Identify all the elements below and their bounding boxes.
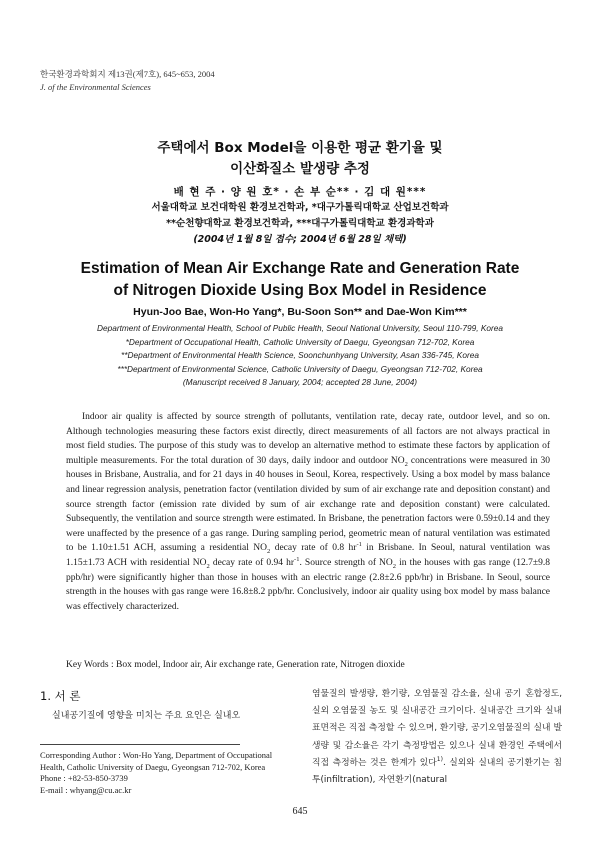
keywords: Key Words : Box model, Indoor air, Air exchange rate, Generation rate, Nitrogen dioxide [66,660,405,670]
abstract-part-1: Indoor air quality is affected by source strength of pollutants, ventilation rate, decay rate, outdoor level, and so on. Although technologies measuring these factors exist directly, direct measurements of all factors are not always practical in most field studies. The purpose of this study was to develop an alternative method to estimate these factors by application of multiple measurements. For the total duration of 30 days, daily indoor and outdoor NO [66,412,550,466]
english-affiliations [0,322,600,390]
journal-line-kr: 한국환경과학회지 제13권(제7호), 645~653, 2004 [40,69,215,79]
korean-title [0,138,600,180]
abstract-part-3: decay rate of 0.8 hr [270,543,357,554]
corresponding-author: Corresponding Author : Won-Ho Yang, Department of Occupational Health, Catholic University of Daegu, Gyeongsan 712-702, Korea [40,750,273,772]
english-authors: Hyun-Joo Bae, Won-Ho Yang*, Bu-Soon Son** and Dae-Won Kim*** [133,306,467,318]
abstract-part-7: in the houses with gas range (12.7±9.8 ppb/hr) were significantly higher than those in houses with an electric range (2.8±2.6 ppb/hr) in Brisbane. In Seoul, source strength in the houses with gas range were 16.8±8.2 ppb/hr. Conclusively, indoor air quality using box model by mass balance was effectively characterized. [66,557,550,612]
superscript-minus-1: -1 [294,555,300,563]
correspondence-footnote [40,750,288,796]
affiliation-1: Department of Environmental Health, School of Public Health, Seoul National University, Seoul 110-799, Korea [96,323,503,333]
subscript-2: 2 [404,460,408,468]
subscript-2: 2 [267,548,271,556]
right-column-text: 염물질의 발생량, 환기량, 오염물질 감소율, 실내 공기 혼합정도, 실외 오염물질 농도 및 실내공간 크기이다. 실내공간 크기와 실내 표면적은 직접 측정할 수 있으며, 환기량, 공기오염물질의 실내 발생량 및 감소율은 각기 측정방법은 있으나 실내 환경인 주택에서 직접 측정하는 것은 한계가 있다 [312,689,562,768]
superscript-minus-1: -1 [356,541,362,549]
left-column [40,688,288,721]
journal-header [40,68,215,94]
right-column-tail: . 실외와 실내의 공기환기는 침투(infiltration), 자연환기(natural [312,757,562,786]
abstract-part-2: concentrations were measured in 30 houses in Brisbane, Australia, and for 21 days in 40 houses in Seoul, Korea, respectively. Using a box model by mass balance and linear regression analysis, penetration factor (ventilation divided by sum of air exchange rate and deposition constant) and source strength factor (emission rate divided by sum of air exchange rate and deposition constant) were calculated. Subsequently, the ventilation and source strength were estimated. In Brisbane, the penetration factors were 0.59±0.14 and they were unaffected by the presence of a gas range. During sampling period, geometric mean of natural ventilation was estimated to be 1.10±1.51 ACH, assuming a residential NO [66,455,550,554]
english-title-line-1: Estimation of Mean Air Exchange Rate and Generation Rate [80,260,520,277]
affiliation-4: ***Department of Environmental Science, Catholic University of Daegu, Gyeongsan 712-702, Korea [117,363,483,374]
journal-line-en: J. of the Environmental Sciences [40,82,151,92]
english-title-line-2: of Nitrogen Dioxide Using Box Model in Residence [113,282,487,299]
page-number: 645 [292,806,308,817]
section-first-line: 실내공기질에 영향을 미치는 주요 요인은 실내오 [52,711,241,721]
right-column [312,686,562,789]
footnote-divider [40,744,240,745]
manuscript-dates: (Manuscript received 8 January, 2004; accepted 28 June, 2004) [182,377,418,388]
abstract-part-5: decay rate of 0.94 hr [209,557,295,568]
affiliation-2: *Department of Occupational Health, Catholic University of Daegu, Gyeongsan 712-702, Korea [125,336,475,347]
korean-affiliation-2: **순천향대학교 환경보건학과, ***대구가톨릭대학교 환경과학과 [166,218,434,229]
subscript-2: 2 [206,562,210,570]
reference-marker: 1) [436,755,443,763]
korean-authors: 배 현 주 · 양 원 호* · 손 부 순** · 김 대 원*** [173,186,427,198]
abstract-part-6: . Source strength of NO [299,557,393,568]
subscript-2: 2 [392,562,397,570]
korean-author-block [0,184,600,248]
email: E-mail : whyang@cu.ac.kr [40,784,132,795]
affiliation-3: **Department of Environmental Health Science, Soonchunhyang University, Asan 336-745, Korea [121,350,479,361]
phone: Phone : +82-53-850-3739 [40,773,128,783]
abstract [66,410,550,614]
korean-affiliation-1: 서울대학교 보건대학원 환경보건학과, *대구가톨릭대학교 산업보건학과 [151,202,449,213]
abstract-part-4: in Brisbane. In Seoul, natural ventilation was 1.15±1.73 ACH with residential NO [66,543,550,568]
korean-title-line-1: 주택에서 Box Model을 이용한 평균 환기율 및 [157,140,443,156]
korean-title-line-2: 이산화질소 발생량 추정 [230,161,370,177]
korean-dates: (2004년 1월 8일 접수; 2004년 6월 28일 채택) [193,234,407,245]
section-heading: 1. 서 론 [40,689,81,703]
english-title [0,258,600,302]
